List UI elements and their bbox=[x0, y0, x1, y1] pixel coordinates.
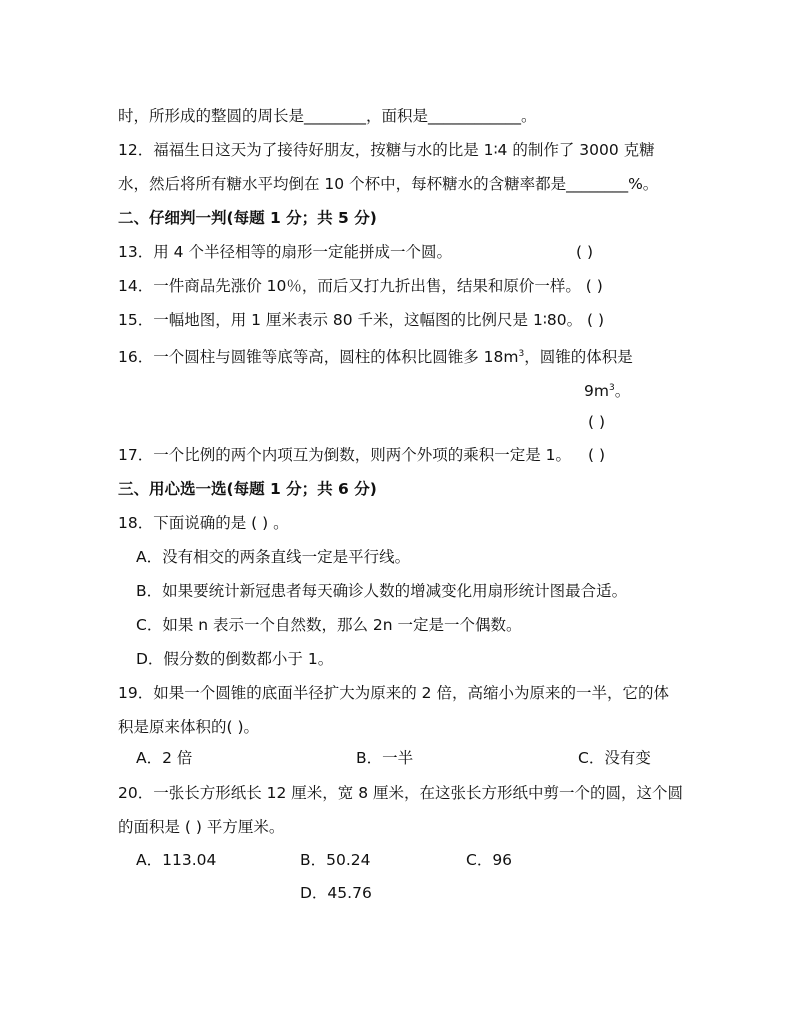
q16-value-superscript: 3 bbox=[608, 383, 615, 393]
q19-line1: 19．如果一个圆锥的底面半径扩大为原来的 2 倍，高缩小为原来的一半，它的体 bbox=[118, 684, 669, 702]
q11-continuation: 时，所形成的整圆的周长是________，面积是____________。 bbox=[118, 107, 537, 125]
q12-line1: 12．福福生日这天为了接待好朋友，按糖与水的比是 1∶4 的制作了 3000 克糖 bbox=[118, 141, 655, 159]
section-3-heading: 三、用心选一选(每题 1 分；共 6 分) bbox=[118, 480, 377, 498]
q19-option-c: C．没有变 bbox=[578, 749, 651, 767]
q16-text-end: ，圆锥的体积是 bbox=[524, 348, 633, 366]
q19-option-b: B．一半 bbox=[356, 749, 414, 767]
q20-line1: 20．一张长方形纸长 12 厘米，宽 8 厘米，在这张长方形纸中剪一个的圆，这个圆 bbox=[118, 784, 684, 802]
q18-option-c: C．如果 n 表示一个自然数，那么 2n 一定是一个偶数。 bbox=[136, 616, 522, 634]
q20-line2: 的面积是 ( ) 平方厘米。 bbox=[118, 818, 285, 836]
q14: 14．一件商品先涨价 10％，而后又打九折出售，结果和原价一样。 ( ) bbox=[118, 277, 603, 295]
q16-period: 。 bbox=[614, 382, 631, 400]
q19-line2: 积是原来体积的( )。 bbox=[118, 718, 260, 736]
q16-text: 16．一个圆柱与圆锥等底等高，圆柱的体积比圆锥多 18m bbox=[118, 348, 519, 366]
q16-line1 bbox=[118, 344, 633, 367]
q13: 13．用 4 个半径相等的扇形一定能拼成一个圆。 bbox=[118, 243, 452, 261]
q15: 15．一幅地图，用 1 厘米表示 80 千米，这幅图的比例尺是 1∶80。 ( ) bbox=[118, 311, 605, 329]
q20-option-c: C．96 bbox=[466, 851, 513, 869]
q16-value: 9m bbox=[584, 382, 609, 400]
q17-answer-paren: ( ) bbox=[588, 446, 606, 464]
q18: 18．下面说确的是 ( ) 。 bbox=[118, 514, 289, 532]
q16-superscript: 3 bbox=[518, 349, 525, 359]
section-2-heading: 二、仔细判一判(每题 1 分；共 5 分) bbox=[118, 209, 377, 227]
q13-answer-paren: ( ) bbox=[576, 243, 594, 261]
q18-option-d: D．假分数的倒数都小于 1。 bbox=[136, 650, 334, 668]
q17: 17．一个比例的两个内项互为倒数，则两个外项的乘积一定是 1。 bbox=[118, 446, 572, 464]
q16-answer-paren: ( ) bbox=[588, 413, 606, 431]
q18-option-a: A．没有相交的两条直线一定是平行线。 bbox=[136, 548, 411, 566]
q19-option-a: A．2 倍 bbox=[136, 749, 193, 767]
q20-option-b: B．50.24 bbox=[300, 851, 371, 869]
q18-option-b: B．如果要统计新冠患者每天确诊人数的增减变化用扇形统计图最合适。 bbox=[136, 582, 628, 600]
q16-line2 bbox=[584, 378, 630, 401]
q20-option-d: D．45.76 bbox=[300, 884, 372, 902]
q20-option-a: A．113.04 bbox=[136, 851, 217, 869]
q12-line2: 水，然后将所有糖水平均倒在 10 个杯中，每杯糖水的含糖率都是________%。 bbox=[118, 175, 659, 193]
